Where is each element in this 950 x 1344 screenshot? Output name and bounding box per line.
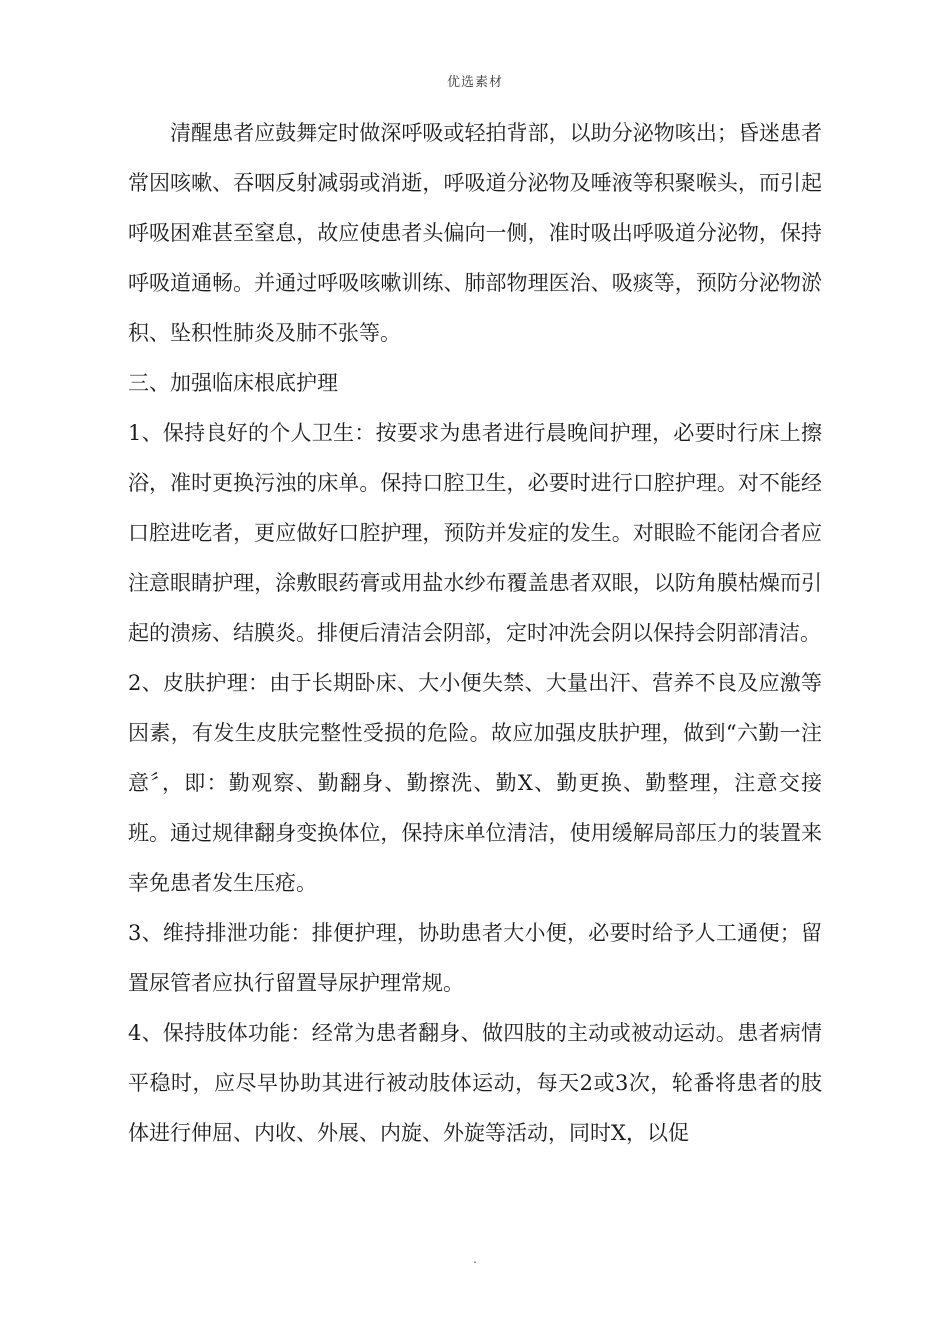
section-heading-basic-care: 三、加强临床根底护理: [128, 371, 338, 395]
page-footer-mark: .: [473, 1252, 477, 1266]
paragraph-personal-hygiene: 1、保持良好的个人卫生：按要求为患者进行晨晚间护理，必要时行床上擦浴，准时更换污浊的床单。保持口腔卫生，必要时进行口腔护理。对不能经口腔进吃者，更应做好口腔护理，预防并发症的发生。对眼睑不能闭合者应注意眼睛护理，涂敷眼药膏或用盐水纱布覆盖患者双眼，以防角膜枯燥而引起的溃疡、结膜炎。排便后清洁会阴部，定时冲洗会阴以保持会阴部清洁。: [128, 421, 822, 645]
paragraph-excretion: 3、维持排泄功能：排便护理，协助患者大小便，必要时给予人工通便；留置尿管者应执行留置导尿护理常规。: [128, 921, 822, 995]
page-header: 优选素材: [446, 75, 503, 90]
paragraph-airway-care: 清醒患者应鼓舞定时做深呼吸或轻拍背部，以助分泌物咳出；昏迷患者常因咳嗽、吞咽反射减弱或消逝，呼吸道分泌物及唾液等积聚喉头，而引起呼吸困难甚至窒息，故应使患者头偏向一侧，准时吸出呼吸道分泌物，保持呼吸道通畅。并通过呼吸咳嗽训练、肺部物理医治、吸痰等，预防分泌物淤积、坠积性肺炎及肺不张等。: [128, 121, 822, 345]
paragraph-skin-care: 2、皮肤护理：由于长期卧床、大小便失禁、大量出汗、营养不良及应激等因素，有发生皮肤完整性受损的危险。故应加强皮肤护理，做到“六勤一注意〞，即：勤观察、勤翻身、勤擦洗、勤X、勤更换、勤整理，注意交接班。通过规律翻身变换体位，保持床单位清洁，使用缓解局部压力的装置来幸免患者发生压疮。: [128, 671, 822, 895]
paragraph-limb-function: 4、保持肢体功能：经常为患者翻身、做四肢的主动或被动运动。患者病情平稳时，应尽早协助其进行被动肢体运动，每天2或3次，轮番将患者的肢体进行伸屈、内收、外展、内旋、外旋等活动，同时X，以促: [128, 1021, 822, 1145]
document-body: [128, 108, 822, 1158]
